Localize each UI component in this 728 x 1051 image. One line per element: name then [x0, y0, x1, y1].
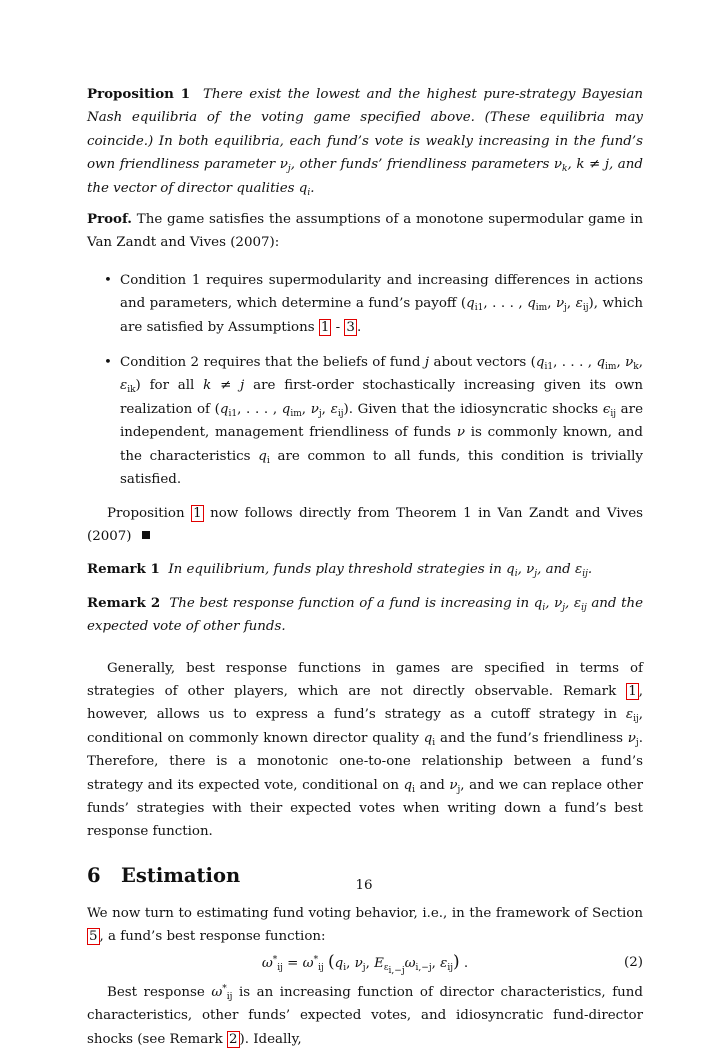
paragraph-best-response: Best response $\omega^*_{ij}$ is an increasing function of director characteristics, fund characteristics, other funds’ expected votes, and idiosyncratic fund-director shocks (see Remark 2 ). Ideally, — [87, 984, 643, 1047]
paper-body — [87, 83, 643, 1051]
proof-conditions-list — [87, 269, 643, 492]
page-number: 16 — [355, 878, 373, 893]
remark-2-label: Remark 2 — [87, 594, 161, 611]
proof-conclusion-text: Proposition 1 now follows directly from Theorem 1 in Van Zandt and Vives (2007) — [87, 505, 643, 544]
qed-square-icon — [142, 531, 150, 539]
remark-2 — [87, 592, 643, 639]
paragraph-estimation: We now turn to estimating fund voting behavior, i.e., in the framework of Section 5 , a fund’s best response function: — [87, 905, 643, 945]
remark-1 — [87, 558, 643, 581]
remark-1-text: In equilibrium, funds play threshold strategies in $q_i$, $\nu_j$, and $\varepsilon_{ij}$. — [168, 562, 593, 580]
proof-label: Proof. — [87, 211, 132, 228]
remark-2-text: The best response function of a fund is increasing in $q_i$, $\nu_j$, $\varepsilon_{ij}$ and the expected vote of other funds. — [87, 595, 644, 635]
remark-1-label: Remark 1 — [87, 561, 160, 578]
proposition-1 — [87, 83, 643, 200]
condition-2-item: • Condition 2 requires that the beliefs of fund j about vectors ($q_{i1}$, . . . , $q_{im}$, $\nu_k$, $\varepsilon_{ik}$) for all k ≠ j are first-order stochastically increasing given its own realization of ($q_{i1}$, . . . , $q_{im}$, $\nu_j$, $\varepsilon_{ij}$). Given that the idiosyncratic shocks $\epsilon_{ij}$ are independent, management friendliness of funds ν is commonly known, and the characteristics $q_i$ are common to all funds, this condition is trivially satisfied. — [87, 351, 643, 491]
proposition-text: There exist the lowest and the highest pure-strategy Bayesian Nash equilibria of the voting game specified above. (These equilibria may coincide.) In both equilibria, each fund’s vote is weakly increasing in the fund’s own friendliness parameter $\nu_j$, other funds’ friendliness parameters $\nu_k$, k ≠ j, and the vector of director qualities $q_i$. — [87, 87, 644, 198]
section-title: Estimation — [121, 863, 241, 887]
proposition-label: Proposition 1 — [87, 86, 191, 102]
equation-number: (2) — [624, 954, 643, 970]
proof-intro-text: The game satisfies the assumptions of a monotone supermodular game in Van Zandt and Vives (2007): — [87, 212, 643, 251]
equation-2 — [87, 951, 643, 975]
proof-intro — [87, 208, 643, 255]
condition-1-item: • Condition 1 requires supermodularity and increasing differences in actions and parameters, which determine a fund’s payoff ($q_{i1}$, . . . , $q_{im}$, $\nu_j$, $\varepsilon_{ij}$), which are satisfied by Assumptions 1 - 3 . — [87, 269, 643, 339]
paragraph-general: Generally, best response functions in games are specified in terms of strategies of other players, which are not directly observable. Remark 1 , however, allows us to express a fund’s strategy as a cutoff strategy in $\varepsilon_{ij}$, conditional on commonly known director quality $q_i$ and the fund’s friendliness $\nu_j$. Therefore, there is a monotonic one-to-one relationship between a fund’s strategy and its expected vote, conditional on $q_i$ and $\nu_j$, and we can replace other funds’ strategies with their expected votes when writing down a fund’s best response function. — [87, 660, 643, 840]
section-number: 6 — [87, 863, 101, 887]
proof-conclusion — [87, 502, 643, 549]
equation-body: $\omega^*_{ij} = \omega^*_{ij}$ ($q_i$, $\nu_j$, $E_{\varepsilon_{i,-j}}\omega_{i,-j}$, $\varepsilon_{ij}$) . — [261, 951, 469, 976]
